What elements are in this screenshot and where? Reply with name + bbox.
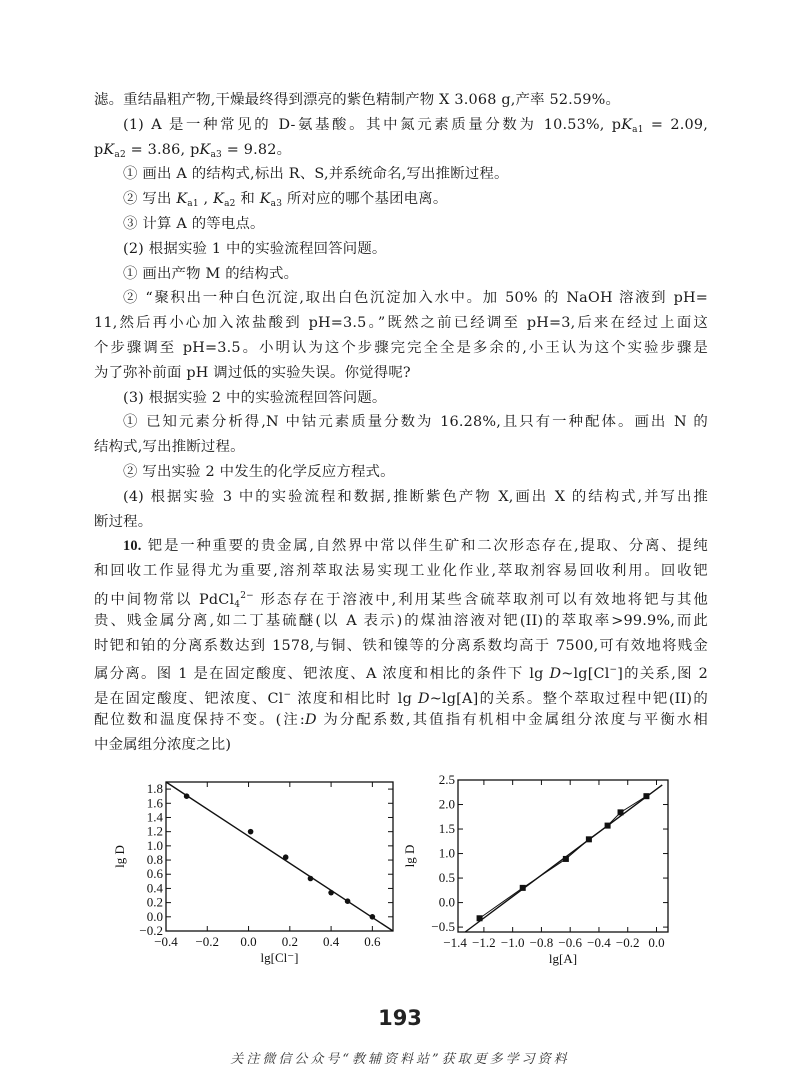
text-line: [94, 510, 708, 535]
text-line: [94, 634, 708, 659]
text-line: [94, 609, 708, 634]
text-segment: ① 画出 A 的结构式,标出 R、S,并系统命名,写出推断过程。: [123, 166, 509, 183]
text-segment: ,: [198, 191, 214, 208]
text-line: [94, 386, 708, 411]
text-segment: 个步骤调至 pH=3.5。小明认为这个步骤完完全全是多余的,小王认为这个实验步骤是: [94, 339, 708, 356]
y-tick-label: −0.2: [139, 923, 163, 938]
y-tick-label: 0.6: [146, 866, 163, 882]
text-line: [94, 559, 708, 584]
text-segment: ② “聚积出一种白色沉淀,取出白色沉淀加入水中。加 50% 的 NaOH 溶液到 pH=: [123, 290, 708, 307]
y-tick-label: 2.0: [438, 796, 455, 812]
text-line: [94, 113, 708, 138]
text-segment: K: [103, 141, 115, 158]
y-tick-label: 1.8: [146, 781, 163, 797]
text-segment: (1) A 是一种常见的 D-氨基酸。其中氮元素质量分数为 10.53%, p: [123, 116, 622, 133]
text-segment: a3: [210, 149, 222, 160]
x-tick-label: 0.0: [240, 934, 257, 949]
text-line: [94, 361, 708, 386]
text-segment: 和回收工作显得尤为重要,溶剂萃取法易实现工业化作业,萃取剂容易回收利用。回收钯: [94, 563, 708, 580]
text-segment: 为分配系数,其值指有机相中金属组分浓度与平衡水相: [316, 711, 708, 728]
text-segment: = 3.86, p: [125, 141, 200, 158]
text-segment: K: [213, 191, 225, 208]
y-tick-label: −0.5: [431, 919, 455, 935]
data-point: [308, 876, 314, 882]
text-segment: ③ 计算 A 的等电点。: [123, 215, 265, 232]
y-tick-label: 0.8: [146, 852, 163, 868]
text-segment: 10.: [123, 538, 142, 555]
x-axis-label: lg[A]: [548, 951, 578, 966]
text-segment: K: [259, 191, 271, 208]
data-point: [586, 836, 592, 842]
y-tick-label: 0.2: [146, 894, 163, 910]
x-tick-label: −0.2: [195, 934, 220, 949]
x-axis-label: lg[Cl⁻]: [260, 950, 299, 965]
x-tick-label: −0.2: [615, 935, 640, 950]
text-segment: ② 写出实验 2 中发生的化学反应方程式。: [123, 463, 395, 480]
fit-line: [166, 782, 393, 931]
text-line: [94, 460, 708, 485]
text-line: [94, 237, 708, 262]
x-tick-label: −1.2: [472, 935, 496, 950]
data-point: [477, 915, 483, 921]
x-tick-label: −1.0: [500, 935, 525, 950]
text-line: [94, 286, 708, 311]
text-segment: 时钯和铂的分离系数达到 1578,与铜、铁和镍等的分离系数均高于 7500,可有效地将贱金: [94, 637, 708, 654]
figure-1-chart: [112, 772, 402, 977]
data-point: [345, 898, 351, 904]
x-tick-label: −0.8: [529, 935, 554, 950]
text-segment: 和: [235, 191, 260, 208]
text-segment: (3) 根据实验 2 中的实验流程回答问题。: [123, 389, 387, 406]
y-axis-label: lg D: [402, 844, 417, 868]
text-segment: 2−: [240, 590, 254, 601]
y-tick-label: 0.0: [438, 894, 455, 910]
y-tick-label: 0.0: [146, 908, 163, 924]
text-segment: a3: [270, 199, 283, 210]
text-segment: 为了弥补前面 pH 调过低的实验失误。你觉得呢?: [94, 364, 411, 381]
y-tick-label: 1.0: [438, 845, 455, 861]
text-line: [94, 658, 708, 683]
text-line: [94, 683, 708, 708]
data-point: [248, 829, 254, 835]
y-tick-label: 0.4: [146, 880, 163, 896]
text-line: [94, 733, 708, 758]
y-tick-label: 2.5: [438, 772, 455, 787]
text-segment: (2) 根据实验 1 中的实验流程回答问题。: [123, 240, 387, 257]
text-line: [94, 187, 708, 212]
text-segment: ]的关系,图 2: [617, 666, 708, 683]
text-segment: = 2.09,: [643, 116, 708, 133]
text-segment: 配位数和温度保持不变。(注:: [94, 711, 305, 728]
text-segment: 浓度和相比时 lg: [291, 691, 418, 708]
text-segment: 所对应的哪个基团电离。: [282, 191, 448, 208]
text-segment: 是在固定酸度、钯浓度、Cl: [94, 691, 284, 708]
y-axis-label: lg D: [112, 845, 127, 868]
y-tick-label: 1.0: [146, 837, 163, 853]
problem-text: [94, 88, 708, 758]
text-segment: 断过程。: [94, 513, 153, 530]
text-segment: −: [609, 665, 618, 676]
text-segment: D: [417, 691, 430, 708]
text-line: [94, 534, 708, 559]
y-tick-label: 1.4: [146, 809, 163, 825]
x-tick-label: −0.6: [558, 935, 582, 950]
text-segment: K: [176, 191, 188, 208]
text-segment: ~lg[A]的关系。整个萃取过程中钯(II)的: [429, 691, 708, 708]
data-point: [618, 809, 624, 815]
text-line: [94, 410, 708, 435]
text-segment: D: [549, 666, 562, 683]
data-point: [605, 823, 611, 829]
x-tick-label: 0.2: [281, 934, 298, 949]
text-segment: ~lg[Cl: [561, 666, 610, 683]
text-segment: D: [304, 711, 317, 728]
data-point: [370, 914, 376, 920]
text-line: [94, 584, 708, 609]
data-point: [563, 856, 569, 862]
page-number: 193: [378, 1006, 422, 1030]
data-point: [520, 885, 526, 891]
text-segment: 4: [234, 599, 241, 609]
text-segment: 11,然后再小心加入浓盐酸到 pH=3.5。”既然之前已经调至 pH=3,后来在经过上面这: [94, 315, 708, 332]
text-segment: a1: [187, 199, 199, 210]
text-segment: a1: [632, 124, 644, 135]
text-segment: 属分离。图 1 是在固定酸度、钯浓度、A 浓度和相比的条件下 lg: [94, 666, 550, 683]
text-segment: 中金属组分浓度之比): [94, 736, 232, 753]
x-tick-label: −0.4: [154, 934, 178, 949]
text-line: [94, 262, 708, 287]
text-segment: ② 写出: [123, 191, 177, 208]
text-segment: a2: [224, 199, 236, 210]
y-tick-label: 1.5: [438, 821, 455, 837]
text-segment: 形态存在于溶液中,利用某些含硫萃取剂可以有效地将钯与其他: [253, 591, 708, 608]
text-segment: ① 已知元素分析得,N 中钴元素质量分数为 16.28%,且只有一种配体。画出 N 的: [123, 414, 708, 431]
text-segment: = 9.82。: [221, 141, 292, 158]
y-tick-label: 0.5: [438, 870, 455, 886]
text-segment: 贵、贱金属分离,如二丁基硫醚(以 A 表示)的煤油溶液对钯(II)的萃取率>99.9%,而此: [94, 612, 708, 629]
footer-watermark: 关注微信公众号“教辅资料站”获取更多学习资料: [230, 1052, 570, 1067]
text-segment: 钯是一种重要的贵金属,自然界中常以伴生矿和二次形态存在,提取、分离、提纯: [141, 538, 708, 555]
text-segment: −: [283, 690, 292, 701]
text-segment: K: [621, 116, 633, 133]
text-line: [94, 435, 708, 460]
text-segment: a2: [114, 149, 126, 160]
text-line: [94, 708, 708, 733]
y-tick-label: 1.2: [146, 823, 163, 839]
y-tick-label: 1.6: [146, 795, 163, 811]
x-tick-label: 0.0: [648, 935, 665, 950]
text-line: [94, 485, 708, 510]
text-segment: 的中间物常以 PdCl: [94, 591, 235, 608]
data-point: [283, 854, 289, 860]
text-line: [94, 311, 708, 336]
text-line: [94, 162, 708, 187]
x-tick-label: 0.6: [364, 934, 381, 949]
text-line: [94, 88, 708, 113]
text-line: [94, 336, 708, 361]
x-tick-label: 0.4: [322, 934, 340, 949]
text-segment: ① 画出产物 M 的结构式。: [123, 265, 299, 282]
text-segment: 结构式,写出推断过程。: [94, 439, 245, 456]
text-line: [94, 212, 708, 237]
text-segment: 滤。重结晶粗产物,干燥最终得到漂亮的紫色精制产物 X 3.068 g,产率 52.59%。: [94, 92, 621, 108]
text-segment: (4) 根据实验 3 中的实验流程和数据,推断紫色产物 X,画出 X 的结构式,并写出推: [123, 488, 708, 505]
text-line: [94, 138, 708, 163]
figure-2-chart: [400, 766, 690, 976]
x-tick-label: −0.4: [587, 935, 611, 950]
text-segment: K: [199, 141, 211, 158]
data-point: [328, 890, 334, 896]
x-tick-label: −1.4: [443, 935, 467, 950]
data-point: [184, 793, 190, 799]
data-point: [643, 793, 649, 799]
text-segment: p: [94, 141, 104, 158]
